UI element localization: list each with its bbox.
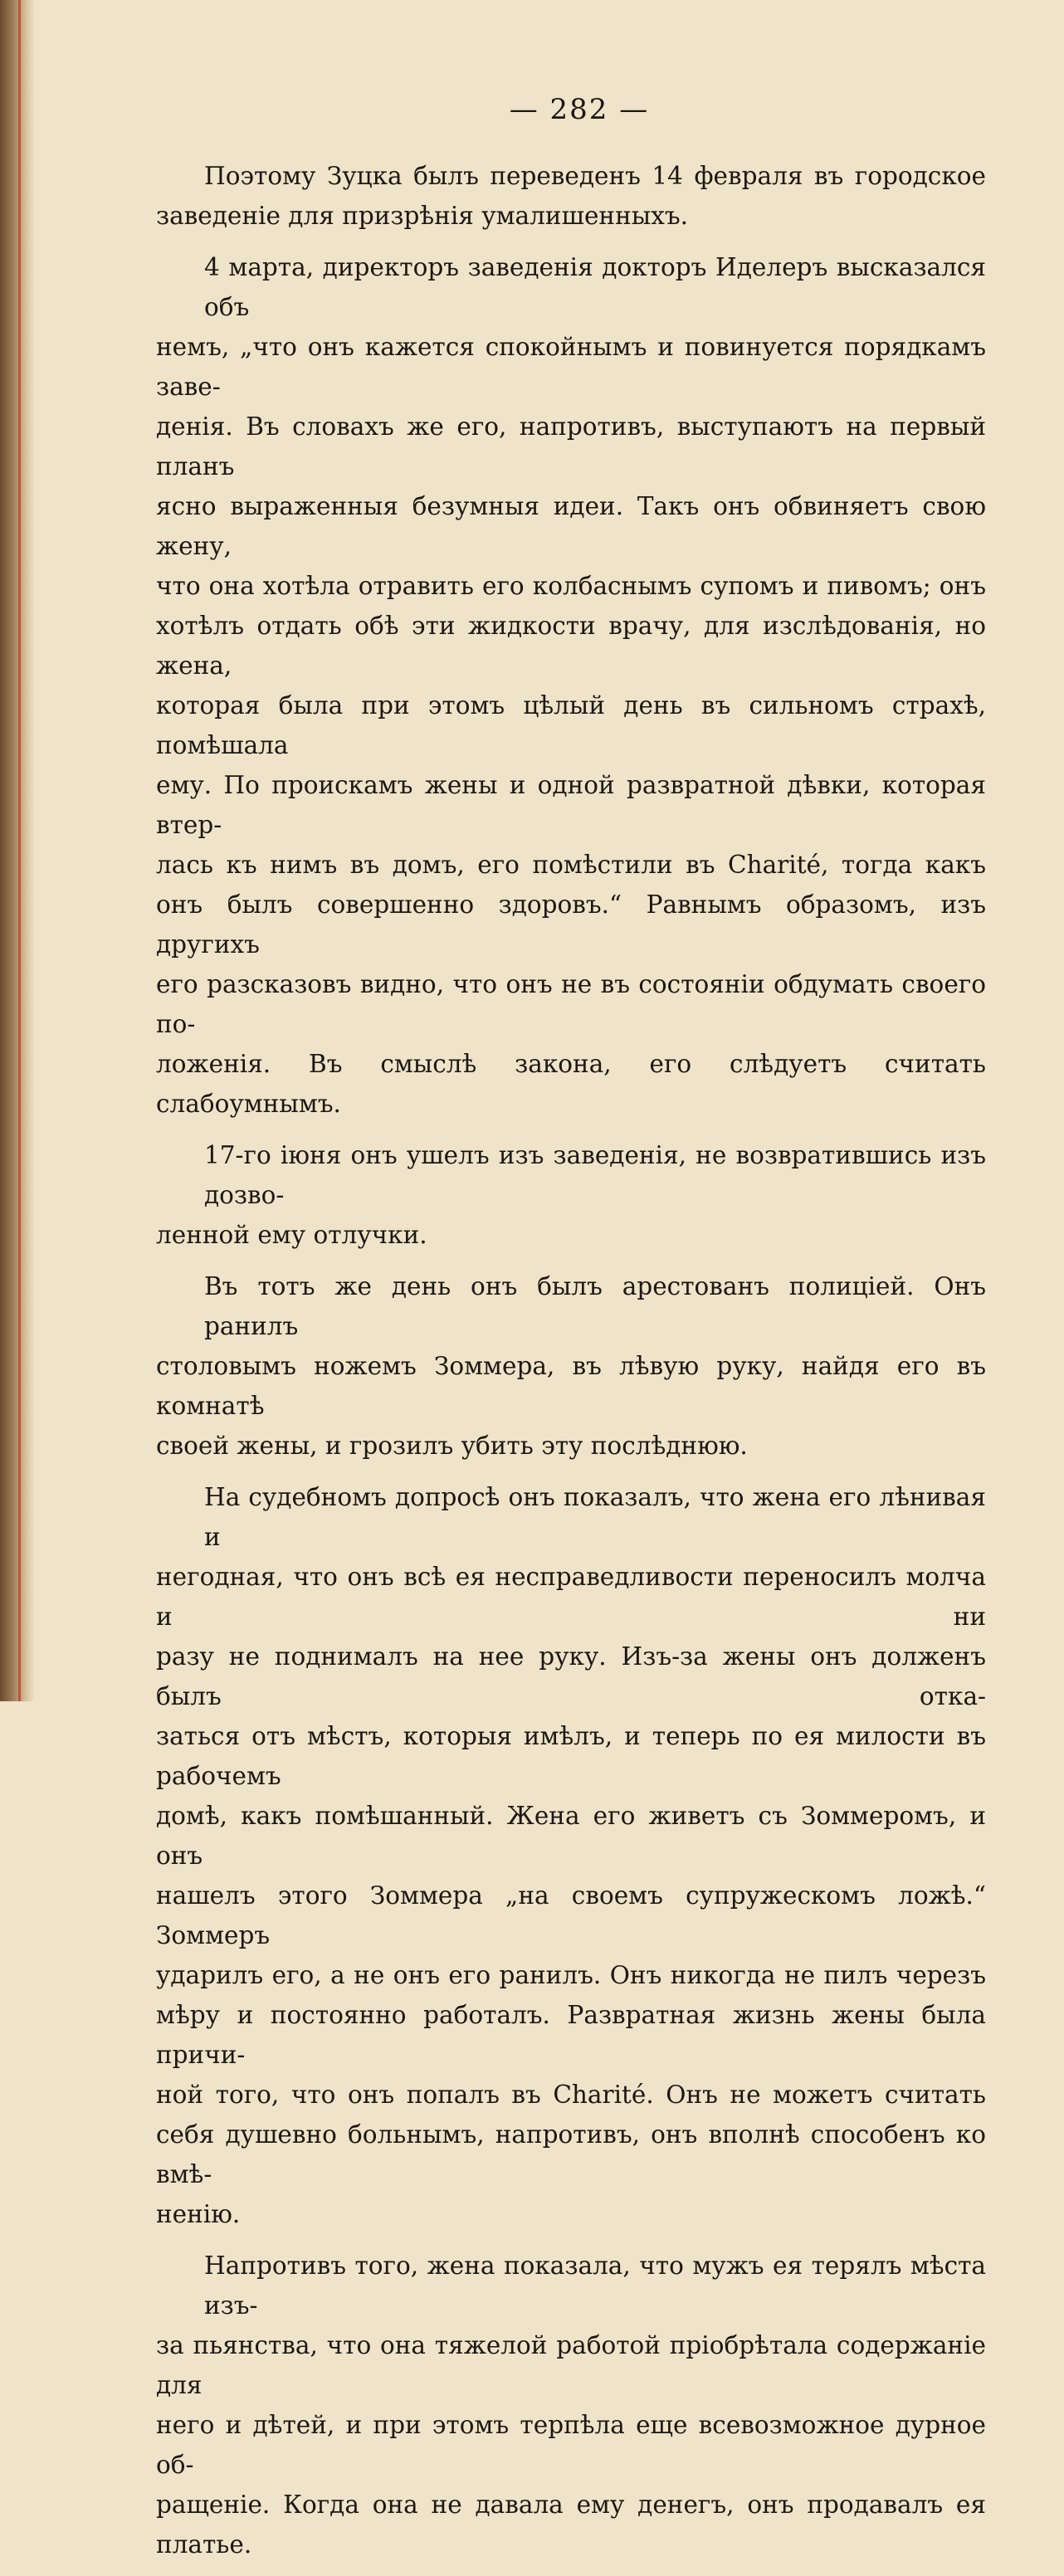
text-line: немъ, „что онъ кажется спокойнымъ и повинуется порядкамъ заве- — [156, 333, 986, 401]
text-line: Въ тотъ же день онъ былъ арестованъ полиціей. Онъ ранилъ — [204, 1272, 986, 1340]
text-line: негодная, что онъ всѣ ея несправедливости переносилъ молча и ни — [156, 1563, 986, 1631]
text-line: 17-го іюня онъ ушелъ изъ заведенія, не возвратившись изъ дозво- — [204, 1141, 986, 1209]
text-line: ему. По проискамъ жены и одной развратной дѣвки, которая втер- — [156, 771, 986, 839]
paragraph — [156, 2246, 986, 2564]
paragraph — [156, 247, 986, 1124]
text-line: денія. Въ словахъ же его, напротивъ, выступаютъ на первый планъ — [156, 412, 986, 481]
text-line: себя душевно больнымъ, напротивъ, онъ вполнѣ способенъ ко вмѣ- — [156, 2120, 986, 2188]
text-line: нашелъ этого Зоммера „на своемъ супружескомъ ложѣ.“ Зоммеръ — [156, 1881, 986, 1949]
text-line: лась къ нимъ въ домъ, его помѣстили въ Charité, тогда какъ — [156, 851, 986, 879]
text-line: заться отъ мѣстъ, которыя имѣлъ, и теперь по ея милости въ рабочемъ — [156, 1722, 986, 1790]
paragraph — [156, 1477, 986, 2234]
text-line: его разсказовъ видно, что онъ не въ состояніи обдумать своего по- — [156, 970, 986, 1038]
text-line: ненію. — [156, 2200, 241, 2228]
paragraph — [156, 1266, 986, 1466]
text-line: своей жены, и грозилъ убить эту послѣднюю. — [156, 1432, 748, 1460]
paragraph — [156, 1135, 986, 1255]
text-line: мѣру и постоянно работалъ. Развратная жизнь жены была причи- — [156, 2001, 986, 2069]
text-line: ложенія. Въ смыслѣ закона, его слѣдуетъ считать слабоумнымъ. — [156, 1050, 986, 1118]
text-line: ной того, что онъ попалъ въ Charité. Онъ не можетъ считать — [156, 2081, 986, 2109]
text-line: что она хотѣла отравить его колбаснымъ супомъ и пивомъ; онъ — [156, 572, 986, 600]
book-binding-shadow — [0, 0, 35, 1701]
text-line: заведеніе для призрѣнія умалишенныхъ. — [156, 202, 689, 230]
book-page — [156, 93, 986, 2576]
text-line: столовымъ ножемъ Зоммера, въ лѣвую руку, найдя его въ комнатѣ — [156, 1352, 986, 1420]
page-number: — 282 — — [509, 93, 650, 126]
text-line: Поэтому Зуцка былъ переведенъ 14 февраля въ городское — [204, 162, 986, 190]
text-line: ясно выраженныя безумныя идеи. Такъ онъ обвиняетъ свою жену, — [156, 492, 986, 560]
text-line: ленной ему отлучки. — [156, 1221, 427, 1249]
book-binding-edge — [18, 0, 21, 1701]
paragraph — [156, 156, 986, 236]
text-line: онъ былъ совершенно здоровъ.“ Равнымъ образомъ, изъ другихъ — [156, 890, 986, 959]
body-text — [156, 156, 986, 2564]
text-line: На судебномъ допросѣ онъ показалъ, что жена его лѣнивая и — [204, 1483, 986, 1551]
text-line: ращеніе. Когда она не давала ему денегъ, онъ продавалъ ея платье. — [156, 2491, 986, 2559]
text-line: хотѣлъ отдать обѣ эти жидкости врачу, для изслѣдованія, но жена, — [156, 612, 986, 680]
text-line: ударилъ его, а не онъ его ранилъ. Онъ никогда не пилъ черезъ — [156, 1961, 986, 1989]
text-line: за пьянства, что она тяжелой работой пріобрѣтала содержаніе для — [156, 2331, 986, 2399]
text-line: него и дѣтей, и при этомъ терпѣла еще всевозможное дурное об- — [156, 2411, 986, 2479]
text-line: домѣ, какъ помѣшанный. Жена его живетъ съ Зоммеромъ, и онъ — [156, 1802, 986, 1870]
text-line: которая была при этомъ цѣлый день въ сильномъ страхѣ, помѣшала — [156, 691, 986, 759]
text-line: 4 марта, директоръ заведенія докторъ Иделеръ высказался объ — [204, 253, 986, 321]
text-line: разу не поднималъ на нее руку. Изъ-за жены онъ долженъ былъ отка- — [156, 1642, 986, 1710]
text-line: Напротивъ того, жена показала, что мужъ ея терялъ мѣста изъ- — [204, 2252, 986, 2320]
